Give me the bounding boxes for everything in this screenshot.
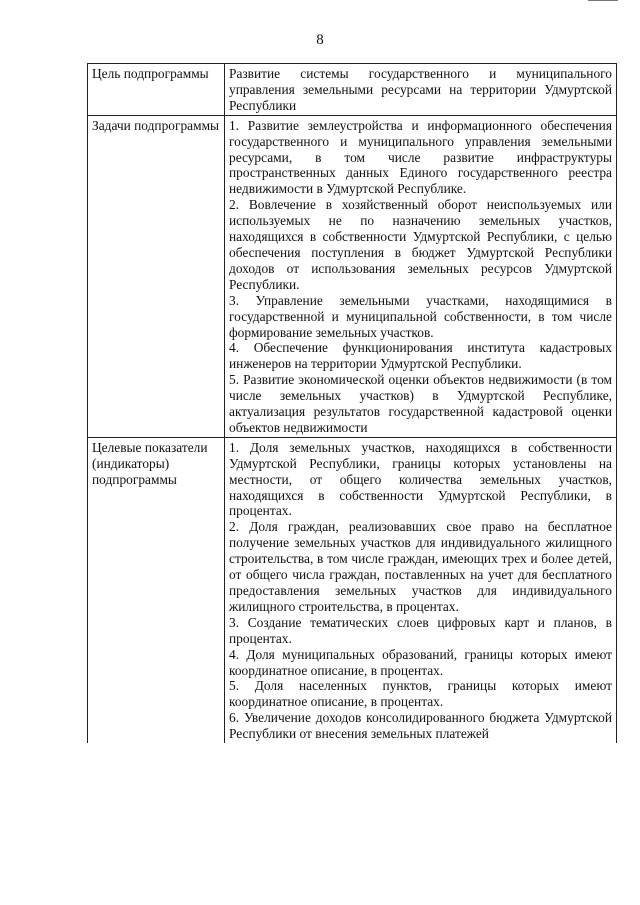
table-row-goal xyxy=(88,64,617,116)
page-number: 8 xyxy=(316,32,324,48)
row-content-goal xyxy=(225,64,617,116)
indicator-item-2: 2. Доля граждан, реализовавших свое право на бесплатное получение земельных участков для индивидуального жилищного строительства, в том числе граждан, имеющих трех и более детей, от общего числа граждан, поставленных на учет для бесплатного предоставления земельных участков для индивидуального жилищного строительства, в процентах. xyxy=(229,519,612,614)
table-row-tasks xyxy=(88,115,617,437)
indicator-item-3: 3. Создание тематических слоев цифровых карт и планов, в процентах. xyxy=(229,614,612,646)
row-label-tasks: Задачи подпрограммы xyxy=(88,115,225,437)
goal-text: Развитие системы государственного и муниципального управления земельными ресурсами на территории Удмуртской Республики xyxy=(229,66,612,113)
row-content-indicators xyxy=(225,437,617,743)
task-item-3: 3. Управление земельными участками, находящимися в государственной и муниципальной собственности, в том числе формирование земельных участков. xyxy=(229,292,612,340)
row-content-tasks xyxy=(225,115,617,437)
row-label-goal: Цель подпрограммы xyxy=(88,64,225,116)
table-row-indicators xyxy=(88,437,617,743)
subprogram-passport-table xyxy=(87,63,617,743)
indicator-item-4: 4. Доля муниципальных образований, границы которых имеют координатное описание, в процентах. xyxy=(229,646,612,678)
task-item-2: 2. Вовлечение в хозяйственный оборот неиспользуемых или используемых не по назначению земельных участков, находящихся в собственности Удмуртской Республики, с целью обеспечения поступления в бюджет Удмуртской Республики доходов от использования земельных ресурсов Удмуртской Республики. xyxy=(229,197,612,292)
task-item-5: 5. Развитие экономической оценки объектов недвижимости (в том числе земельных участков) в Удмуртской Республике, актуализация результатов государственной кадастровой оценки объектов недвижимости xyxy=(229,372,612,435)
scan-edge-mark xyxy=(588,0,618,1)
task-item-1: 1. Развитие землеустройства и информационного обеспечения государственного и муниципального управления земельными ресурсами, в том числе развитие инфраструктуры пространственных данных Единого государственного реестра недвижимости в Удмуртской Республике. xyxy=(229,117,612,197)
indicator-item-5: 5. Доля населенных пунктов, границы которых имеют координатное описание, в процентах. xyxy=(229,678,612,710)
row-label-indicators: Целевые показатели (индикаторы) подпрограммы xyxy=(88,437,225,743)
indicator-item-6: 6. Увеличение доходов консолидированного бюджета Удмуртской Республики от внесения земельных платежей xyxy=(229,710,612,742)
indicator-item-1: 1. Доля земельных участков, находящихся в собственности Удмуртской Республики, границы которых установлены на местности, от общего количества земельных участков, находящихся в собственности Удмуртской Республики, в процентах. xyxy=(229,439,612,519)
task-item-4: 4. Обеспечение функционирования института кадастровых инженеров на территории Удмуртской Республики. xyxy=(229,340,612,372)
